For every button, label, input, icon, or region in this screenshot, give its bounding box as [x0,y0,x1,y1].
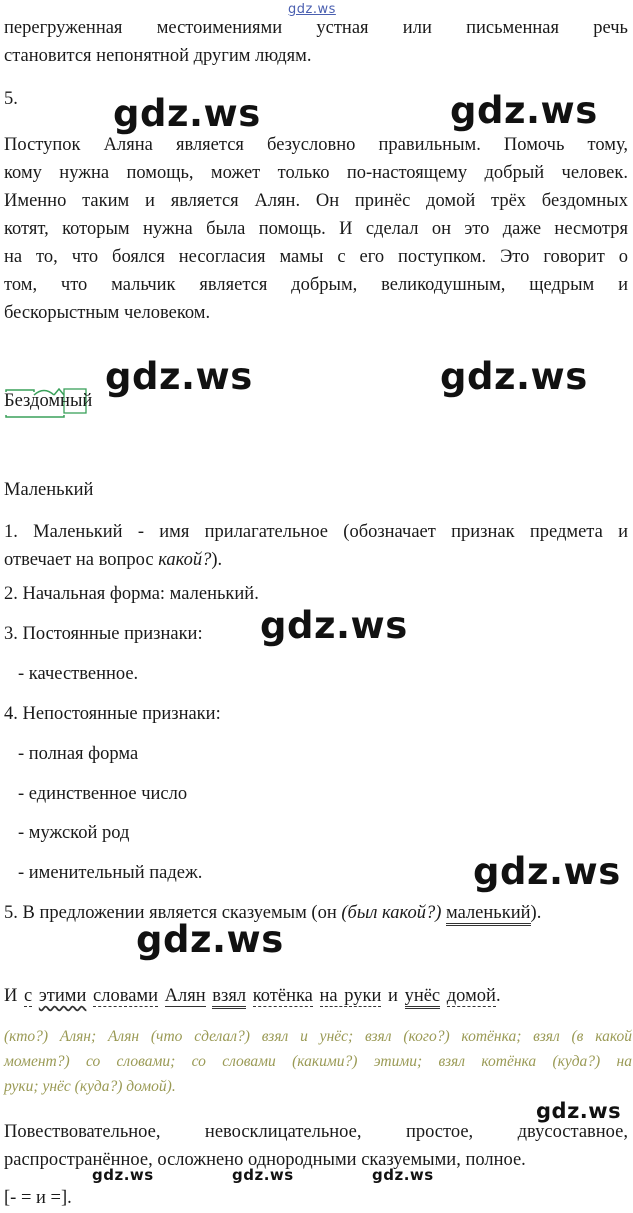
attribute-word: этими [38,986,87,1006]
watermark: gdz.ws [232,1166,294,1184]
analysis-item-1 [4,518,628,574]
analysis-sub-item: - качественное. [18,664,139,684]
essay-line: том, что мальчик является добрым, великодушным, щедрым и [4,275,628,295]
essay-paragraph [4,131,628,327]
essay-line: на то, что боялся несогласия мамы с его поступком. Это говорит о [4,247,628,267]
question-text: какой? [158,550,212,570]
characteristics-line: распространённое, осложнено однородными сказуемыми, полное. [4,1150,526,1170]
analysis-line: отвечает на вопрос какой?). [4,550,223,570]
circumstance-word: домой [446,986,496,1006]
analysis-word: Маленький [4,480,94,500]
parsed-sentence: И с этими словами Алян взял котёнка на руки и унёс домой. [4,986,501,1007]
predicate-word: взял [212,986,246,1009]
analysis-sub-item: - полная форма [18,744,139,764]
analysis-sub-item: - именительный падеж. [18,863,203,883]
analysis-sub-item: - мужской род [18,823,130,843]
question-line: (кто?) Алян; Алян (что сделал?) взял и унёс; взял (кого?) котёнка; взял (в какой [4,1028,632,1045]
stem-mark [6,415,64,417]
essay-line: кому нужна помощь, может только по-настоящему добрый человек. [4,163,628,183]
essay-line: бескорыстным человеком. [4,303,211,323]
predicate-word: унёс [405,986,441,1009]
morph-word: Бездомный [4,391,93,411]
sentence-word: и [388,986,398,1006]
intro-line: становится непонятной другим людям. [4,46,312,66]
circumstance-word: словами [93,986,159,1006]
watermark: gdz.ws [450,89,598,132]
analysis-item-3: 3. Постоянные признаки: [4,624,203,644]
watermark: gdz.ws [136,918,284,961]
watermark: gdz.ws [440,355,588,398]
analysis-item-5: 5. В предложении является сказуемым (он (был какой?) маленький). [4,903,541,924]
watermark: gdz.ws [473,850,621,893]
intro-line: перегруженная местоимениями устная или письменная речь [4,18,628,38]
predicate-word: маленький [446,903,531,926]
subject-word: Алян [164,986,206,1006]
task-number: 5. [4,89,18,109]
sentence-word: И [4,986,18,1006]
essay-line: котят, которым нужна была помощь. И сделал он это даже несмотря [4,219,628,239]
analysis-line: 1. Маленький - имя прилагательное (обозначает признак предмета и [4,522,628,542]
sentence-scheme: [- = и =]. [4,1188,72,1208]
watermark: gdz.ws [92,1166,154,1184]
watermark: gdz.ws [113,92,261,135]
characteristics-line: Повествовательное, невосклицательное, простое, двусоставное, [4,1122,628,1142]
question-line: руки; унёс (куда?) домой). [4,1078,176,1095]
watermark: gdz.ws [260,604,408,647]
question-line: момент?) со словами; со словами (какими?) этими; взял котёнка (куда?) на [4,1053,632,1070]
analysis-sub-item: - единственное число [18,784,188,804]
watermark: gdz.ws [105,355,253,398]
watermark: gdz.ws [536,1099,622,1123]
circumstance-word: с [24,986,33,1006]
essay-line: Именно таким и является Алян. Он принёс домой трёх бездомных [4,191,628,211]
analysis-item-4: 4. Непостоянные признаки: [4,704,221,724]
question-chain [4,1024,632,1099]
circumstance-word: на руки [319,986,382,1006]
watermark: gdz.ws [372,1166,434,1184]
analysis-item-2: 2. Начальная форма: маленький. [4,584,259,604]
question-text: (был какой?) [341,903,442,923]
object-word: котёнка [252,986,313,1006]
essay-line: Поступок Аляна является безусловно правильным. Помочь тому, [4,135,628,155]
watermark-top: gdz.ws [288,2,336,17]
intro-paragraph [4,14,628,70]
